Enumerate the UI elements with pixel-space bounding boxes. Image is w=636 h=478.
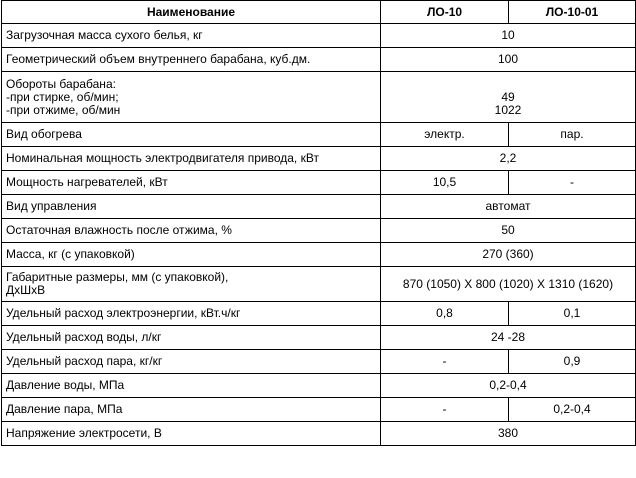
row-value-shared bbox=[381, 72, 636, 123]
column-header-lo-10: ЛО-10 bbox=[381, 1, 509, 24]
row-label: Номинальная мощность электродвигателя привода, кВт bbox=[2, 147, 381, 171]
row-value-shared: 100 bbox=[381, 48, 636, 72]
row-value-shared: 2,2 bbox=[381, 147, 636, 171]
row-value-shared: 270 (360) bbox=[381, 243, 636, 267]
row-value-shared: 380 bbox=[381, 422, 636, 446]
row-label-line: Обороты барабана: bbox=[6, 76, 116, 91]
row-value-lo-10: - bbox=[381, 350, 509, 374]
row-label: Остаточная влажность после отжима, % bbox=[2, 219, 381, 243]
row-label: Удельный расход электроэнергии, кВт.ч/кг bbox=[2, 302, 381, 326]
row-value-lo-10-01: пар. bbox=[509, 123, 636, 147]
row-label: Масса, кг (с упаковкой) bbox=[2, 243, 381, 267]
row-label: Вид управления bbox=[2, 195, 381, 219]
row-value-lo-10: электр. bbox=[381, 123, 509, 147]
row-label-line: -при отжиме, об/мин bbox=[6, 102, 121, 117]
table-row bbox=[2, 398, 636, 422]
row-value-shared: автомат bbox=[381, 195, 636, 219]
row-value-shared: 50 bbox=[381, 219, 636, 243]
table-row bbox=[2, 326, 636, 350]
table-row bbox=[2, 219, 636, 243]
row-label: Мощность нагревателей, кВт bbox=[2, 171, 381, 195]
row-label bbox=[2, 72, 381, 123]
row-value-lo-10: 10,5 bbox=[381, 171, 509, 195]
row-value-lo-10: 0,8 bbox=[381, 302, 509, 326]
table-row bbox=[2, 195, 636, 219]
row-label: Давление воды, МПа bbox=[2, 374, 381, 398]
row-label: Удельный расход пара, кг/кг bbox=[2, 350, 381, 374]
row-label-line: -при стирке, об/мин; bbox=[6, 89, 119, 104]
row-value-shared: 10 bbox=[381, 24, 636, 48]
row-value-shared: 870 (1050) Х 800 (1020) Х 1310 (1620) bbox=[381, 267, 636, 302]
row-label-line: Габаритные размеры, мм (с упаковкой), bbox=[6, 270, 229, 284]
row-label bbox=[2, 267, 381, 302]
table-row bbox=[2, 171, 636, 195]
table-row bbox=[2, 374, 636, 398]
row-value-shared: 0,2-0,4 bbox=[381, 374, 636, 398]
row-label: Вид обогрева bbox=[2, 123, 381, 147]
table-row bbox=[2, 422, 636, 446]
row-label: Напряжение электросети, В bbox=[2, 422, 381, 446]
row-value-lo-10-01: 0,2-0,4 bbox=[509, 398, 636, 422]
row-value-line: 1022 bbox=[494, 102, 522, 117]
row-label: Давление пара, МПа bbox=[2, 398, 381, 422]
table-row bbox=[2, 48, 636, 72]
row-label-line: ДхШхВ bbox=[6, 283, 46, 297]
table-row bbox=[2, 123, 636, 147]
table-row bbox=[2, 267, 636, 302]
table-row bbox=[2, 350, 636, 374]
column-header-name: Наименование bbox=[2, 1, 381, 24]
table-row bbox=[2, 302, 636, 326]
row-value-lo-10: - bbox=[381, 398, 509, 422]
specifications-table bbox=[1, 0, 636, 446]
table-row bbox=[2, 147, 636, 171]
row-label: Удельный расход воды, л/кг bbox=[2, 326, 381, 350]
table-row bbox=[2, 24, 636, 48]
row-value-lo-10-01: 0,1 bbox=[509, 302, 636, 326]
table-header-row bbox=[2, 1, 636, 24]
row-value-lo-10-01: 0,9 bbox=[509, 350, 636, 374]
row-value-shared: 24 -28 bbox=[381, 326, 636, 350]
column-header-lo-10-01: ЛО-10-01 bbox=[509, 1, 636, 24]
row-value-lo-10-01: - bbox=[509, 171, 636, 195]
row-label: Геометрический объем внутреннего барабана, куб.дм. bbox=[2, 48, 381, 72]
table-row bbox=[2, 72, 636, 123]
row-value-line: 49 bbox=[501, 89, 515, 104]
table-row bbox=[2, 243, 636, 267]
row-label: Загрузочная масса сухого белья, кг bbox=[2, 24, 381, 48]
